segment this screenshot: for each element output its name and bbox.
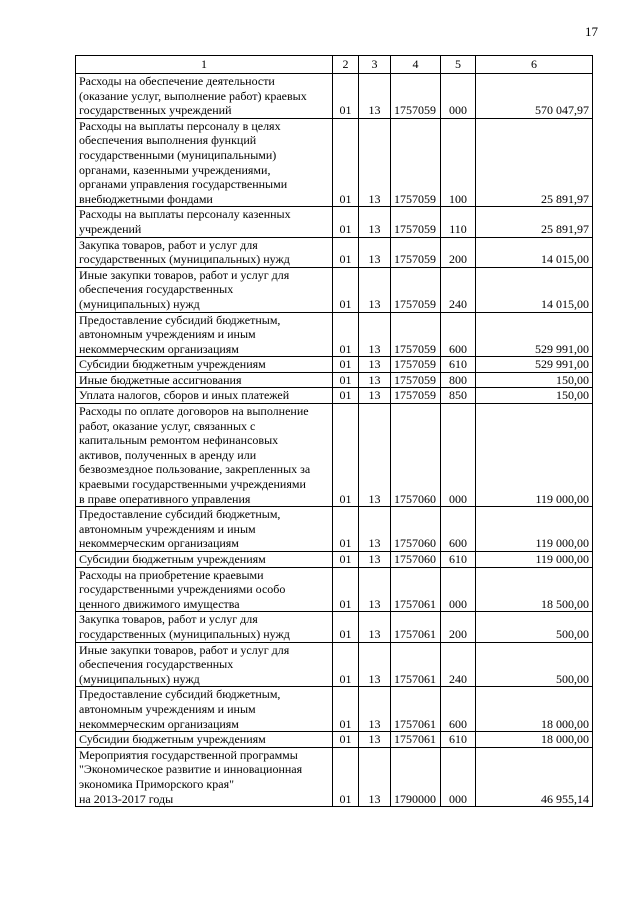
row-amount-cell: 25 891,97: [476, 207, 593, 237]
row-name-cell: Предоставление субсидий бюджетным, автономным учреждениям и иным некоммерческим организациям: [76, 312, 333, 357]
row-subsection-cell: 13: [359, 687, 391, 732]
row-name-cell: Расходы на обеспечение деятельности (оказание услуг, выполнение работ) краевых государственных учреждений: [76, 74, 333, 119]
row-amount-cell: 150,00: [476, 388, 593, 404]
row-name-cell: Субсидии бюджетным учреждениям: [76, 357, 333, 373]
row-article-cell: 1757061: [391, 687, 441, 732]
row-expense-type-cell: 600: [441, 687, 476, 732]
row-subsection-cell: 13: [359, 612, 391, 642]
row-name-cell: Иные закупки товаров, работ и услуг для обеспечения государственных (муниципальных) нужд: [76, 267, 333, 312]
row-amount-cell: 529 991,00: [476, 357, 593, 373]
column-header: 4: [391, 56, 441, 74]
column-header: 2: [333, 56, 359, 74]
row-amount-cell: 119 000,00: [476, 404, 593, 507]
row-subsection-cell: 13: [359, 118, 391, 207]
row-expense-type-cell: 110: [441, 207, 476, 237]
table-row: [76, 207, 593, 237]
row-section-cell: 01: [333, 357, 359, 373]
table-row: [76, 732, 593, 748]
row-article-cell: 1757061: [391, 642, 441, 687]
row-section-cell: 01: [333, 612, 359, 642]
row-section-cell: 01: [333, 388, 359, 404]
row-subsection-cell: 13: [359, 357, 391, 373]
table-row: [76, 642, 593, 687]
column-header: 3: [359, 56, 391, 74]
row-subsection-cell: 13: [359, 567, 391, 612]
row-amount-cell: 500,00: [476, 642, 593, 687]
row-name-cell: Расходы на выплаты персоналу казенных учреждений: [76, 207, 333, 237]
table-row: [76, 267, 593, 312]
row-article-cell: 1790000: [391, 747, 441, 806]
budget-table: [75, 55, 593, 807]
row-amount-cell: 25 891,97: [476, 118, 593, 207]
row-section-cell: 01: [333, 372, 359, 388]
row-name-cell: Закупка товаров, работ и услуг для государственных (муниципальных) нужд: [76, 612, 333, 642]
row-subsection-cell: 13: [359, 642, 391, 687]
row-name-cell: Предоставление субсидий бюджетным, автономным учреждениям и иным некоммерческим организациям: [76, 687, 333, 732]
row-subsection-cell: 13: [359, 388, 391, 404]
row-amount-cell: 18 000,00: [476, 687, 593, 732]
row-expense-type-cell: 600: [441, 312, 476, 357]
row-article-cell: 1757059: [391, 237, 441, 267]
table-row: [76, 687, 593, 732]
row-expense-type-cell: 610: [441, 357, 476, 373]
page-number: 17: [585, 24, 598, 39]
table-row: [76, 372, 593, 388]
row-article-cell: 1757060: [391, 552, 441, 568]
row-section-cell: 01: [333, 312, 359, 357]
row-section-cell: 01: [333, 74, 359, 119]
table-row: [76, 747, 593, 806]
row-amount-cell: 500,00: [476, 612, 593, 642]
row-section-cell: 01: [333, 567, 359, 612]
row-article-cell: 1757061: [391, 732, 441, 748]
row-article-cell: 1757059: [391, 372, 441, 388]
row-amount-cell: 119 000,00: [476, 552, 593, 568]
row-article-cell: 1757059: [391, 74, 441, 119]
row-expense-type-cell: 610: [441, 552, 476, 568]
table-row: [76, 404, 593, 507]
table-row: [76, 357, 593, 373]
row-section-cell: 01: [333, 642, 359, 687]
row-amount-cell: 18 500,00: [476, 567, 593, 612]
row-amount-cell: 46 955,14: [476, 747, 593, 806]
row-subsection-cell: 13: [359, 237, 391, 267]
row-article-cell: 1757059: [391, 118, 441, 207]
row-name-cell: Иные закупки товаров, работ и услуг для обеспечения государственных (муниципальных) нужд: [76, 642, 333, 687]
row-amount-cell: 14 015,00: [476, 267, 593, 312]
row-expense-type-cell: 200: [441, 237, 476, 267]
table-row: [76, 237, 593, 267]
row-amount-cell: 529 991,00: [476, 312, 593, 357]
row-name-cell: Расходы на приобретение краевыми государственными учреждениями особо ценного движимого имущества: [76, 567, 333, 612]
row-name-cell: Предоставление субсидий бюджетным, автономным учреждениям и иным некоммерческим организациям: [76, 507, 333, 552]
row-expense-type-cell: 000: [441, 567, 476, 612]
row-expense-type-cell: 000: [441, 404, 476, 507]
row-expense-type-cell: 800: [441, 372, 476, 388]
row-section-cell: 01: [333, 552, 359, 568]
row-name-cell: Иные бюджетные ассигнования: [76, 372, 333, 388]
row-expense-type-cell: 000: [441, 747, 476, 806]
row-article-cell: 1757059: [391, 312, 441, 357]
row-name-cell: Субсидии бюджетным учреждениям: [76, 732, 333, 748]
row-amount-cell: 119 000,00: [476, 507, 593, 552]
row-amount-cell: 18 000,00: [476, 732, 593, 748]
row-expense-type-cell: 240: [441, 267, 476, 312]
row-subsection-cell: 13: [359, 267, 391, 312]
row-article-cell: 1757060: [391, 507, 441, 552]
row-article-cell: 1757061: [391, 612, 441, 642]
row-subsection-cell: 13: [359, 372, 391, 388]
row-article-cell: 1757059: [391, 267, 441, 312]
row-amount-cell: 14 015,00: [476, 237, 593, 267]
row-subsection-cell: 13: [359, 507, 391, 552]
table-row: [76, 388, 593, 404]
row-subsection-cell: 13: [359, 207, 391, 237]
row-section-cell: 01: [333, 118, 359, 207]
row-name-cell: Мероприятия государственной программы "Экономическое развитие и инновационная экономика Приморского края" на 2013-2017 годы: [76, 747, 333, 806]
table-row: [76, 312, 593, 357]
row-amount-cell: 570 047,97: [476, 74, 593, 119]
row-subsection-cell: 13: [359, 404, 391, 507]
table-row: [76, 74, 593, 119]
row-section-cell: 01: [333, 747, 359, 806]
row-article-cell: 1757059: [391, 207, 441, 237]
column-header: 5: [441, 56, 476, 74]
row-section-cell: 01: [333, 267, 359, 312]
row-article-cell: 1757059: [391, 357, 441, 373]
row-article-cell: 1757059: [391, 388, 441, 404]
row-section-cell: 01: [333, 507, 359, 552]
table-row: [76, 507, 593, 552]
row-expense-type-cell: 600: [441, 507, 476, 552]
row-expense-type-cell: 850: [441, 388, 476, 404]
row-subsection-cell: 13: [359, 74, 391, 119]
row-subsection-cell: 13: [359, 312, 391, 357]
row-section-cell: 01: [333, 404, 359, 507]
row-expense-type-cell: 240: [441, 642, 476, 687]
row-subsection-cell: 13: [359, 552, 391, 568]
table-row: [76, 612, 593, 642]
row-expense-type-cell: 100: [441, 118, 476, 207]
row-amount-cell: 150,00: [476, 372, 593, 388]
table-row: [76, 552, 593, 568]
row-section-cell: 01: [333, 687, 359, 732]
row-name-cell: Уплата налогов, сборов и иных платежей: [76, 388, 333, 404]
row-expense-type-cell: 610: [441, 732, 476, 748]
column-header: 1: [76, 56, 333, 74]
row-article-cell: 1757060: [391, 404, 441, 507]
row-section-cell: 01: [333, 207, 359, 237]
column-header: 6: [476, 56, 593, 74]
table-row: [76, 567, 593, 612]
row-expense-type-cell: 000: [441, 74, 476, 119]
row-name-cell: Закупка товаров, работ и услуг для государственных (муниципальных) нужд: [76, 237, 333, 267]
row-section-cell: 01: [333, 732, 359, 748]
row-expense-type-cell: 200: [441, 612, 476, 642]
row-article-cell: 1757061: [391, 567, 441, 612]
row-name-cell: Субсидии бюджетным учреждениям: [76, 552, 333, 568]
row-section-cell: 01: [333, 237, 359, 267]
table-row: [76, 118, 593, 207]
row-subsection-cell: 13: [359, 747, 391, 806]
header-row: [76, 56, 593, 74]
row-name-cell: Расходы по оплате договоров на выполнение работ, оказание услуг, связанных с капитальным ремонтом нефинансовых активов, полученных в аренду или безвозмездное пользование, закрепленных за краевыми государственными учреждениями в праве оперативного управления: [76, 404, 333, 507]
row-subsection-cell: 13: [359, 732, 391, 748]
row-name-cell: Расходы на выплаты персоналу в целях обеспечения выполнения функций государственными (муниципальными) органами, казенными учреждениями, органами управления государственными внебюджетными фондами: [76, 118, 333, 207]
